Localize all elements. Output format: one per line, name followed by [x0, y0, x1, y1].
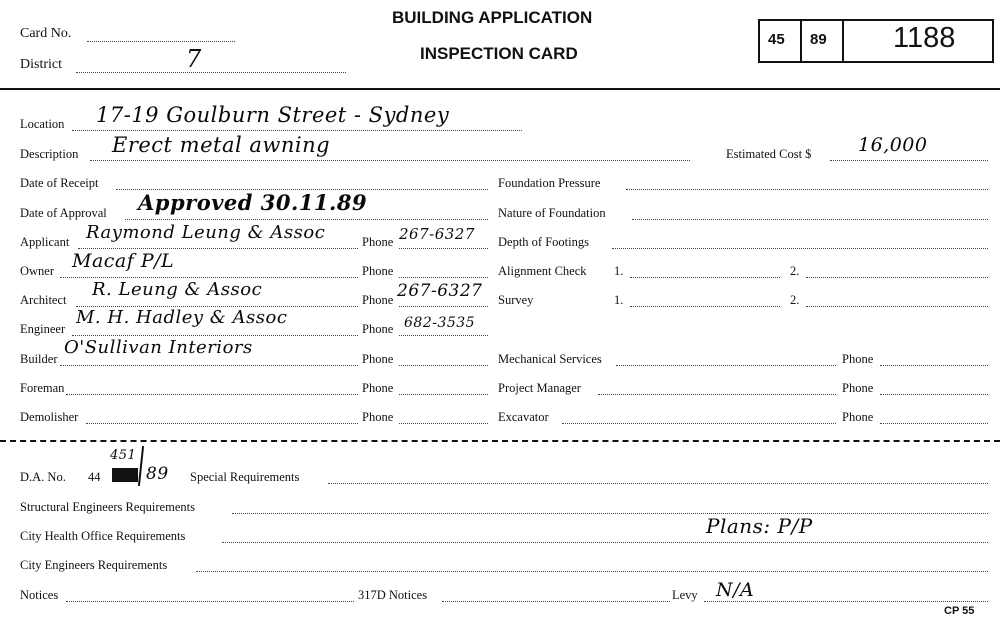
owner-value: Macaf P/L	[72, 250, 175, 272]
estimated-cost-field[interactable]	[830, 160, 988, 161]
foundation-pressure-field[interactable]	[626, 189, 988, 190]
builder-label: Builder	[20, 352, 58, 366]
demolisher-label: Demolisher	[20, 410, 79, 424]
health-requirements-value: Plans: P/P	[706, 514, 813, 538]
notices-317d-field[interactable]	[442, 601, 670, 602]
box-a-value: 45	[768, 31, 785, 48]
location-value: 17-19 Goulburn Street - Sydney	[96, 103, 450, 127]
notices-317d-label: 317D Notices	[358, 588, 428, 602]
date-of-approval-field[interactable]	[125, 219, 488, 220]
engineer-field[interactable]	[72, 335, 358, 336]
alignment-check-label: Alignment Check	[498, 264, 587, 278]
builder-field[interactable]	[60, 365, 358, 366]
nature-of-foundation-label: Nature of Foundation	[498, 206, 606, 220]
applicant-phone-field[interactable]	[399, 248, 488, 249]
da-number-value: 451	[110, 448, 137, 463]
excavator-field[interactable]	[562, 423, 836, 424]
card-no-label: Card No.	[20, 26, 72, 41]
alignment-check-1-field[interactable]	[630, 277, 780, 278]
foreman-phone-label: Phone	[362, 381, 394, 395]
excavator-phone-field[interactable]	[880, 423, 988, 424]
owner-label: Owner	[20, 264, 55, 278]
applicant-value: Raymond Leung & Assoc	[86, 222, 326, 243]
architect-value: R. Leung & Assoc	[92, 279, 263, 300]
applicant-phone-value: 267-6327	[399, 225, 475, 243]
alignment-check-2-label: 2.	[790, 264, 800, 278]
section-divider	[0, 440, 1000, 442]
builder-phone-field[interactable]	[399, 365, 488, 366]
mechanical-services-phone-label: Phone	[842, 352, 874, 366]
district-label: District	[20, 57, 62, 72]
mechanical-services-label: Mechanical Services	[498, 352, 602, 366]
card-no-field[interactable]	[87, 41, 235, 42]
demolisher-phone-field[interactable]	[399, 423, 488, 424]
foundation-pressure-label: Foundation Pressure	[498, 176, 601, 190]
card-number-box	[758, 19, 994, 63]
engineers-requirements-field[interactable]	[196, 571, 988, 572]
engineer-label: Engineer	[20, 322, 66, 336]
project-manager-field[interactable]	[598, 394, 836, 395]
survey-1-field[interactable]	[630, 306, 780, 307]
district-value: 7	[186, 45, 202, 73]
engineer-phone-value: 682-3535	[404, 315, 476, 331]
foreman-field[interactable]	[66, 394, 358, 395]
da-year-value: 89	[146, 464, 169, 484]
engineer-phone-label: Phone	[362, 322, 394, 336]
excavator-phone-label: Phone	[842, 410, 874, 424]
levy-field[interactable]	[704, 601, 988, 602]
nature-of-foundation-field[interactable]	[632, 219, 988, 220]
demolisher-field[interactable]	[86, 423, 358, 424]
da-no-label: D.A. No.	[20, 470, 66, 484]
health-requirements-label: City Health Office Requirements	[20, 529, 186, 543]
description-field[interactable]	[90, 160, 690, 161]
architect-label: Architect	[20, 293, 67, 307]
date-of-approval-label: Date of Approval	[20, 206, 107, 220]
architect-phone-value: 267-6327	[397, 281, 483, 301]
mechanical-services-field[interactable]	[616, 365, 836, 366]
builder-value: O'Sullivan Interiors	[64, 337, 253, 358]
estimated-cost-value: 16,000	[858, 134, 928, 156]
project-manager-phone-label: Phone	[842, 381, 874, 395]
depth-of-footings-field[interactable]	[612, 248, 988, 249]
da-slash-mark	[138, 446, 144, 486]
engineer-value: M. H. Hadley & Assoc	[76, 307, 288, 328]
box-b-value: 89	[810, 31, 827, 48]
demolisher-phone-label: Phone	[362, 410, 394, 424]
foreman-phone-field[interactable]	[399, 394, 488, 395]
applicant-phone-label: Phone	[362, 235, 394, 249]
notices-label: Notices	[20, 588, 59, 602]
applicant-field[interactable]	[78, 248, 358, 249]
special-requirements-label: Special Requirements	[190, 470, 300, 484]
title-line2: INSPECTION CARD	[420, 44, 578, 63]
levy-value: N/A	[716, 579, 755, 601]
survey-1-label: 1.	[614, 293, 624, 307]
project-manager-label: Project Manager	[498, 381, 581, 395]
foreman-label: Foreman	[20, 381, 65, 395]
owner-phone-label: Phone	[362, 264, 394, 278]
survey-label: Survey	[498, 293, 534, 307]
special-requirements-field[interactable]	[328, 483, 988, 484]
depth-of-footings-label: Depth of Footings	[498, 235, 589, 249]
card-number-value: 1188	[893, 22, 956, 54]
district-field[interactable]	[76, 72, 346, 73]
alignment-check-2-field[interactable]	[806, 277, 988, 278]
description-label: Description	[20, 147, 79, 161]
mechanical-services-phone-field[interactable]	[880, 365, 988, 366]
da-prefix: 44	[88, 470, 101, 484]
engineers-requirements-label: City Engineers Requirements	[20, 558, 168, 572]
description-value: Erect metal awning	[112, 133, 331, 157]
survey-2-label: 2.	[790, 293, 800, 307]
location-label: Location	[20, 117, 65, 131]
location-field[interactable]	[72, 130, 522, 131]
box-divider	[800, 21, 802, 61]
da-crossed-out-mark	[112, 468, 138, 482]
box-divider	[842, 21, 844, 61]
project-manager-phone-field[interactable]	[880, 394, 988, 395]
health-requirements-field[interactable]	[222, 542, 988, 543]
owner-phone-field[interactable]	[399, 277, 488, 278]
survey-2-field[interactable]	[806, 306, 988, 307]
owner-field[interactable]	[60, 277, 358, 278]
title-line1: BUILDING APPLICATION	[392, 8, 593, 27]
structural-requirements-label: Structural Engineers Requirements	[20, 500, 195, 514]
engineer-phone-field[interactable]	[399, 335, 488, 336]
date-of-approval-value: Approved 30.11.89	[138, 190, 368, 215]
notices-field[interactable]	[66, 601, 354, 602]
architect-phone-field[interactable]	[399, 306, 488, 307]
alignment-check-1-label: 1.	[614, 264, 624, 278]
excavator-label: Excavator	[498, 410, 549, 424]
estimated-cost-label: Estimated Cost $	[726, 147, 812, 161]
header-divider	[0, 88, 1000, 90]
architect-phone-label: Phone	[362, 293, 394, 307]
builder-phone-label: Phone	[362, 352, 394, 366]
form-code: CP 55	[944, 605, 975, 617]
date-of-receipt-label: Date of Receipt	[20, 176, 99, 190]
applicant-label: Applicant	[20, 235, 70, 249]
levy-label: Levy	[672, 588, 698, 602]
structural-requirements-field[interactable]	[232, 513, 988, 514]
